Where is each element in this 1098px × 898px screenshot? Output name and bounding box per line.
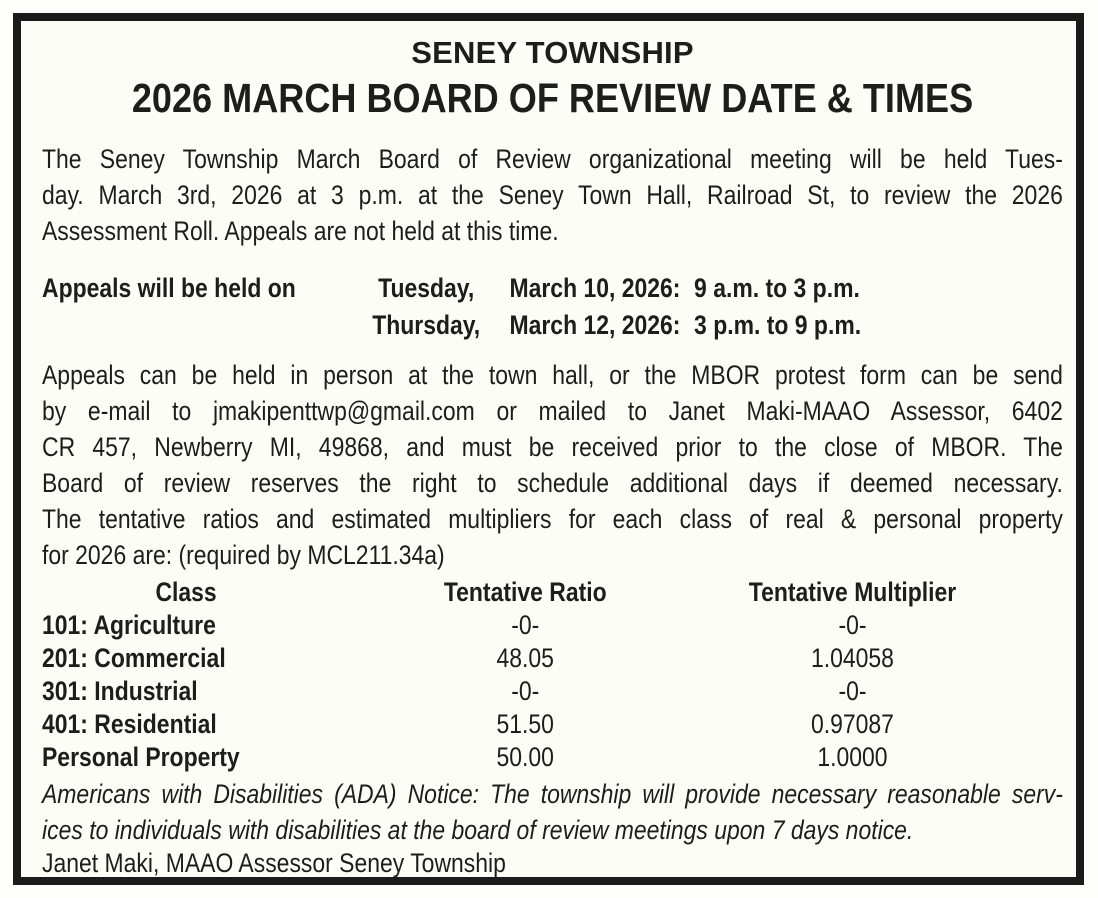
cell-class: Personal Property <box>42 742 240 772</box>
cell-ratio: -0- <box>511 676 540 706</box>
schedule-date: March 10, 2026: <box>509 273 681 303</box>
notice-box <box>13 13 1084 885</box>
appeals-line: CR 457, Newberry MI, 49868, and must be received prior to the close of MBOR. The <box>42 432 1063 462</box>
schedule-time: 9 a.m. to 3 p.m. <box>694 273 860 303</box>
cell-ratio: -0- <box>511 610 540 640</box>
cell-ratio: 48.05 <box>496 643 554 673</box>
schedule-day: Tuesday, <box>378 273 475 303</box>
schedule-label: Appeals will be held on <box>42 273 296 303</box>
cell-multiplier: 1.0000 <box>817 742 888 772</box>
intro-line: The Seney Township March Board of Review organizational meeting will be held Tues- <box>42 144 1063 174</box>
cell-multiplier: 1.04058 <box>810 643 894 673</box>
cell-ratio: 51.50 <box>496 709 554 739</box>
ratios-table <box>42 576 1063 774</box>
appeals-line: Appeals can be held in person at the town hall, or the MBOR protest form can be send <box>42 360 1063 390</box>
cell-ratio: 50.00 <box>496 742 554 772</box>
table-row <box>42 741 1063 774</box>
intro-line: Assessment Roll. Appeals are not held at this time. <box>42 216 559 246</box>
cell-multiplier: -0- <box>838 676 867 706</box>
schedule-date: March 12, 2026: <box>509 310 681 340</box>
appeals-line: Board of review reserves the right to schedule additional days if deemed necessary. <box>42 468 1063 498</box>
header-tentative-multiplier: Tentative Multiplier <box>748 577 957 607</box>
cell-multiplier: 0.97087 <box>810 709 894 739</box>
ada-notice <box>42 776 1063 848</box>
signature-line: Janet Maki, MAAO Assessor Seney Township <box>42 848 506 878</box>
ada-line: Americans with Disabilities (ADA) Notice: The township will provide necessary reasonable serv- <box>42 779 1063 809</box>
schedule-row <box>42 307 1063 344</box>
cell-class: 301: Industrial <box>42 676 198 706</box>
cell-class: 101: Agriculture <box>42 610 216 640</box>
ada-line: ices to individuals with disabilities at the board of review meetings upon 7 days notice. <box>42 815 914 845</box>
cell-class: 201: Commercial <box>42 643 226 673</box>
cell-multiplier: -0- <box>838 610 867 640</box>
header-tentative-ratio: Tentative Ratio <box>443 577 607 607</box>
table-row <box>42 675 1063 708</box>
header-class: Class <box>155 577 217 607</box>
intro-paragraph <box>42 141 1063 249</box>
appeals-paragraph <box>42 357 1063 501</box>
township-title: SENEY TOWNSHIP <box>411 35 694 70</box>
table-row <box>42 642 1063 675</box>
schedule-day: Thursday, <box>372 310 481 340</box>
table-row <box>42 609 1063 642</box>
table-row <box>42 708 1063 741</box>
main-title: 2026 MARCH BOARD OF REVIEW DATE & TIMES <box>131 75 974 121</box>
appeals-line: by e-mail to jmakipenttwp@gmail.com or mailed to Janet Maki-MAAO Assessor, 6402 <box>42 396 1063 426</box>
schedule-time: 3 p.m. to 9 p.m. <box>694 310 862 340</box>
schedule-label-spacer <box>42 307 343 344</box>
table-header-row <box>42 576 1063 609</box>
ratios-intro-paragraph <box>42 501 1063 573</box>
ratios-intro-line: for 2026 are: (required by MCL211.34a) <box>42 540 445 570</box>
intro-line: day. March 3rd, 2026 at 3 p.m. at the Seney Town Hall, Railroad St, to review the 2026 <box>42 180 1063 210</box>
schedule-row <box>42 270 1063 307</box>
ratios-intro-line: The tentative ratios and estimated multipliers for each class of real & personal property <box>42 504 1063 534</box>
cell-class: 401: Residential <box>42 709 217 739</box>
appeals-schedule <box>42 270 1063 344</box>
